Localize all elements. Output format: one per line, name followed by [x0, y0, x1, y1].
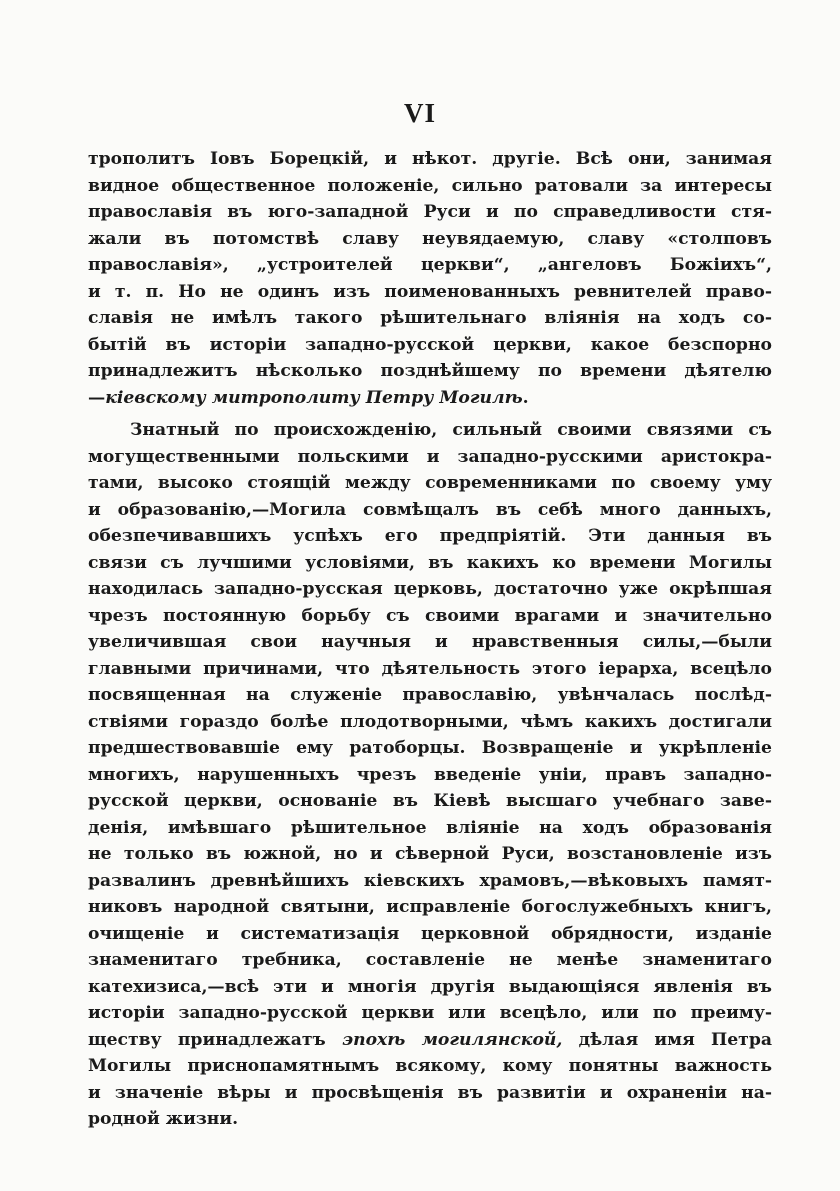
paragraph-1: [88, 146, 772, 411]
text-line: православія», „устроителей церкви“, „ангеловъ Божіихъ“,: [88, 255, 772, 275]
text-line-with-italic: [88, 1027, 772, 1054]
text-line: связи съ лучшими условіями, въ какихъ ко времени Могилы: [88, 552, 772, 573]
text-line: видное общественное положеніе, сильно ратовали за интересы: [88, 175, 772, 196]
closing-italic: кіевскому митрополиту Петру Могилѣ: [105, 387, 523, 408]
text-line: увеличившая свои научныя и нравственныя силы,—были: [88, 632, 772, 652]
text-line: и значеніе вѣры и просвѣщенія въ развитіи и охраненіи на-: [88, 1082, 772, 1103]
text-line: главными причинами, что дѣятельность этого іерарха, всецѣло: [88, 658, 772, 679]
page-number: VI: [403, 98, 436, 128]
closing-prefix: —: [88, 387, 106, 408]
text-line: Могилы приснопамятнымъ всякому, кому понятны важность: [88, 1056, 772, 1076]
text-line: бытій въ исторіи западно-русской церкви, какое безспорно: [88, 334, 772, 355]
text-line: трополитъ Іовъ Борецкій, и нѣкот. другіе. Всѣ они, занимая: [88, 149, 772, 169]
text-line: никовъ народной святыни, исправленіе богослужебныхъ книгъ,: [88, 897, 772, 917]
text-line-closing: [88, 385, 772, 412]
text-line: Знатный по происхожденію, сильный своими связями съ: [130, 420, 772, 440]
line-after-italic: дѣлая имя Петра: [562, 1029, 772, 1050]
text-line: славія не имѣлъ такого рѣшительнаго вліянія на ходъ со-: [88, 308, 772, 328]
text-line: посвященная на служеніе православію, увѣнчалась послѣд-: [88, 685, 772, 705]
paragraph-2: [88, 417, 772, 1133]
text-line-final: родной жизни.: [88, 1109, 239, 1129]
text-line: находилась западно-русская церковь, достаточно уже окрѣпшая: [88, 579, 772, 599]
text-line: обезпечивавшихъ успѣхъ его предпріятій. Эти данныя въ: [88, 526, 772, 546]
text-line: денія, имѣвшаго рѣшительное вліяніе на ходъ образованія: [88, 817, 772, 838]
text-line: жали въ потомствѣ славу неувядаемую, славу «столповъ: [88, 228, 772, 249]
text-line: развалинъ древнѣйшихъ кіевскихъ храмовъ,—вѣковыхъ памят-: [88, 870, 772, 891]
text-line: многихъ, нарушенныхъ чрезъ введеніе уніи, правъ западно-: [88, 764, 772, 785]
text-line: исторіи западно-русской церкви или всецѣло, или по преиму-: [88, 1003, 772, 1023]
text-line: предшествовавшіе ему ратоборцы. Возвращеніе и укрѣпленіе: [88, 738, 772, 758]
text-line: и образованію,—Могила совмѣщалъ въ себѣ много данныхъ,: [88, 499, 772, 520]
text-line: ствіями гораздо болѣе плодотворными, чѣмъ какихъ достигали: [88, 711, 772, 732]
text-line: не только въ южной, но и сѣверной Руси, возстановленіе изъ: [88, 844, 772, 864]
text-line: тами, высоко стоящій между современниками по своему уму: [88, 473, 772, 493]
text-line: и т. п. Но не одинъ изъ поименованныхъ ревнителей право-: [88, 281, 772, 302]
text-line: чрезъ постоянную борьбу съ своими врагами и значительно: [88, 605, 772, 626]
text-line: очищеніе и систематизація церковной обрядности, изданіе: [88, 923, 772, 944]
text-line: могущественными польскими и западно-русскими аристокра-: [88, 446, 772, 467]
text-line: катехизиса,—всѣ эти и многія другія выдающіяся явленія въ: [88, 976, 772, 997]
line-italic: эпохѣ могилянской,: [342, 1029, 563, 1050]
text-line: принадлежитъ нѣсколько позднѣйшему по времени дѣятелю: [88, 361, 772, 381]
line-before-italic: ществу принадлежатъ: [88, 1029, 342, 1050]
text-line: знаменитаго требника, составленіе не менѣе знаменитаго: [88, 950, 772, 970]
text-line: русской церкви, основаніе въ Кіевѣ высшаго учебнаго заве-: [88, 791, 772, 811]
closing-suffix: .: [522, 387, 529, 408]
body-text: [88, 146, 772, 1133]
text-line: православія въ юго-западной Руси и по справедливости стя-: [88, 202, 772, 222]
